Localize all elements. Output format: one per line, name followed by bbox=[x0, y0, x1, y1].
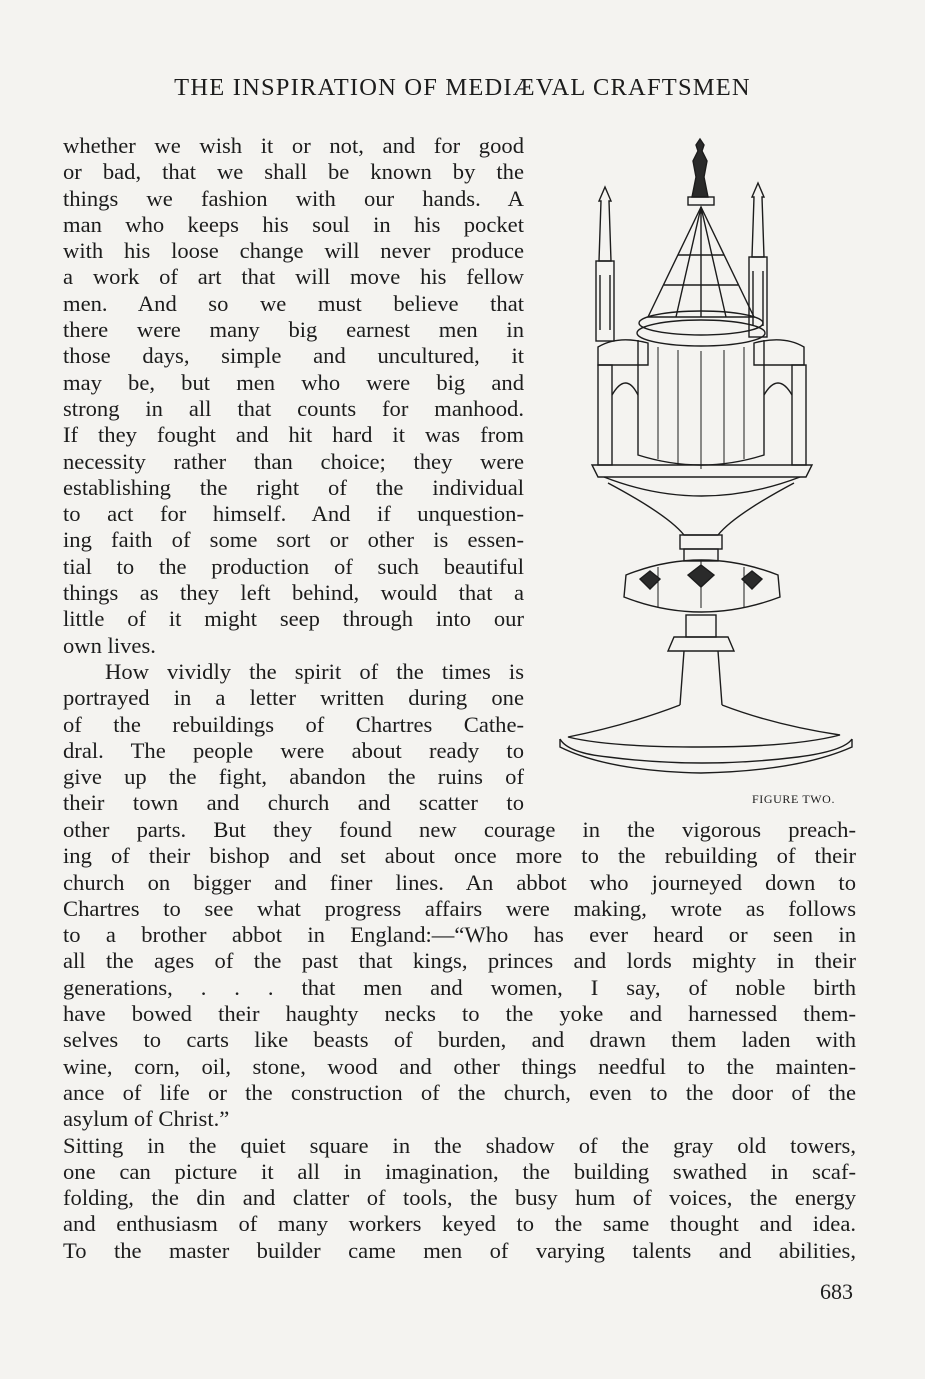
text-line: portrayed in a letter written during one bbox=[63, 685, 524, 711]
text-line: all the ages of the past that kings, princes and lords mighty in their bbox=[63, 948, 856, 974]
text-line: ing of their bishop and set about once more to the rebuilding of their bbox=[63, 843, 856, 869]
text-line: church on bigger and finer lines. An abbot who journeyed down to bbox=[63, 869, 856, 895]
text-line: ance of life or the construction of the church, even to the door of the bbox=[63, 1079, 856, 1105]
text-line: strong in all that counts for manhood. bbox=[63, 395, 524, 421]
text-line: generations, . . . that men and women, I say, of noble birth bbox=[63, 974, 856, 1000]
text-line: ing faith of some sort or other is essen- bbox=[63, 527, 524, 553]
text-line: selves to carts like beasts of burden, and drawn them laden with bbox=[63, 1027, 856, 1053]
text-line: man who keeps his soul in his pocket bbox=[63, 211, 524, 237]
text-line: things we fashion with our hands. A bbox=[63, 185, 524, 211]
text-line: dral. The people were about ready to bbox=[63, 737, 524, 763]
text-line: to act for himself. And if unquestion- bbox=[63, 501, 524, 527]
text-line: and enthusiasm of many workers keyed to the same thought and idea. bbox=[63, 1211, 856, 1237]
full-width-text bbox=[63, 817, 856, 1264]
figure-caption: FIGURE TWO. bbox=[752, 792, 836, 806]
running-header: THE INSPIRATION OF MEDIÆVAL CRAFTSMEN bbox=[174, 74, 751, 101]
text-line: there were many big earnest men in bbox=[63, 317, 524, 343]
text-line: one can picture it all in imagination, the building swathed in scaf- bbox=[63, 1158, 856, 1184]
text-line: of the rebuildings of Chartres Cathe- bbox=[63, 711, 524, 737]
text-line: Chartres to see what progress affairs were making, wrote as follows bbox=[63, 895, 856, 921]
text-line: tial to the production of such beautiful bbox=[63, 553, 524, 579]
text-line: Sitting in the quiet square in the shadow of the gray old towers, bbox=[63, 1132, 856, 1158]
text-line: give up the fight, abandon the ruins of bbox=[63, 764, 524, 790]
text-line: How vividly the spirit of the times is bbox=[105, 658, 524, 684]
text-line: necessity rather than choice; they were bbox=[63, 448, 524, 474]
text-line: folding, the din and clatter of tools, the busy hum of voices, the energy bbox=[63, 1185, 856, 1211]
text-line: If they fought and hit hard it was from bbox=[63, 422, 524, 448]
text-line: men. And so we must believe that bbox=[63, 290, 524, 316]
text-line: or bad, that we shall be known by the bbox=[63, 159, 524, 185]
chalice-illustration bbox=[548, 135, 858, 785]
text-line: wine, corn, oil, stone, wood and other things needful to the mainten- bbox=[63, 1053, 856, 1079]
text-line: establishing the right of the individual bbox=[63, 474, 524, 500]
text-line: whether we wish it or not, and for good bbox=[63, 133, 524, 158]
column-text bbox=[63, 133, 524, 817]
text-line: a work of art that will move his fellow bbox=[63, 264, 524, 290]
text-line: those days, simple and uncultured, it bbox=[63, 343, 524, 369]
text-line: things as they left behind, would that a bbox=[63, 580, 524, 606]
text-line: with his loose change will never produce bbox=[63, 238, 524, 264]
text-line: to a brother abbot in England:—“Who has ever heard or seen in bbox=[63, 922, 856, 948]
text-line: their town and church and scatter to bbox=[63, 790, 524, 816]
text-line: asylum of Christ.” bbox=[63, 1106, 230, 1132]
text-line: little of it might seep through into our bbox=[63, 606, 524, 632]
page-number: 683 bbox=[820, 1279, 853, 1304]
text-line: may be, but men who were big and bbox=[63, 369, 524, 395]
text-line: To the master builder came men of varying talents and abilities, bbox=[63, 1237, 856, 1263]
text-line: own lives. bbox=[63, 632, 156, 658]
text-line: have bowed their haughty necks to the yoke and harnessed them- bbox=[63, 1001, 856, 1027]
text-line: other parts. But they found new courage in the vigorous preach- bbox=[63, 817, 856, 842]
